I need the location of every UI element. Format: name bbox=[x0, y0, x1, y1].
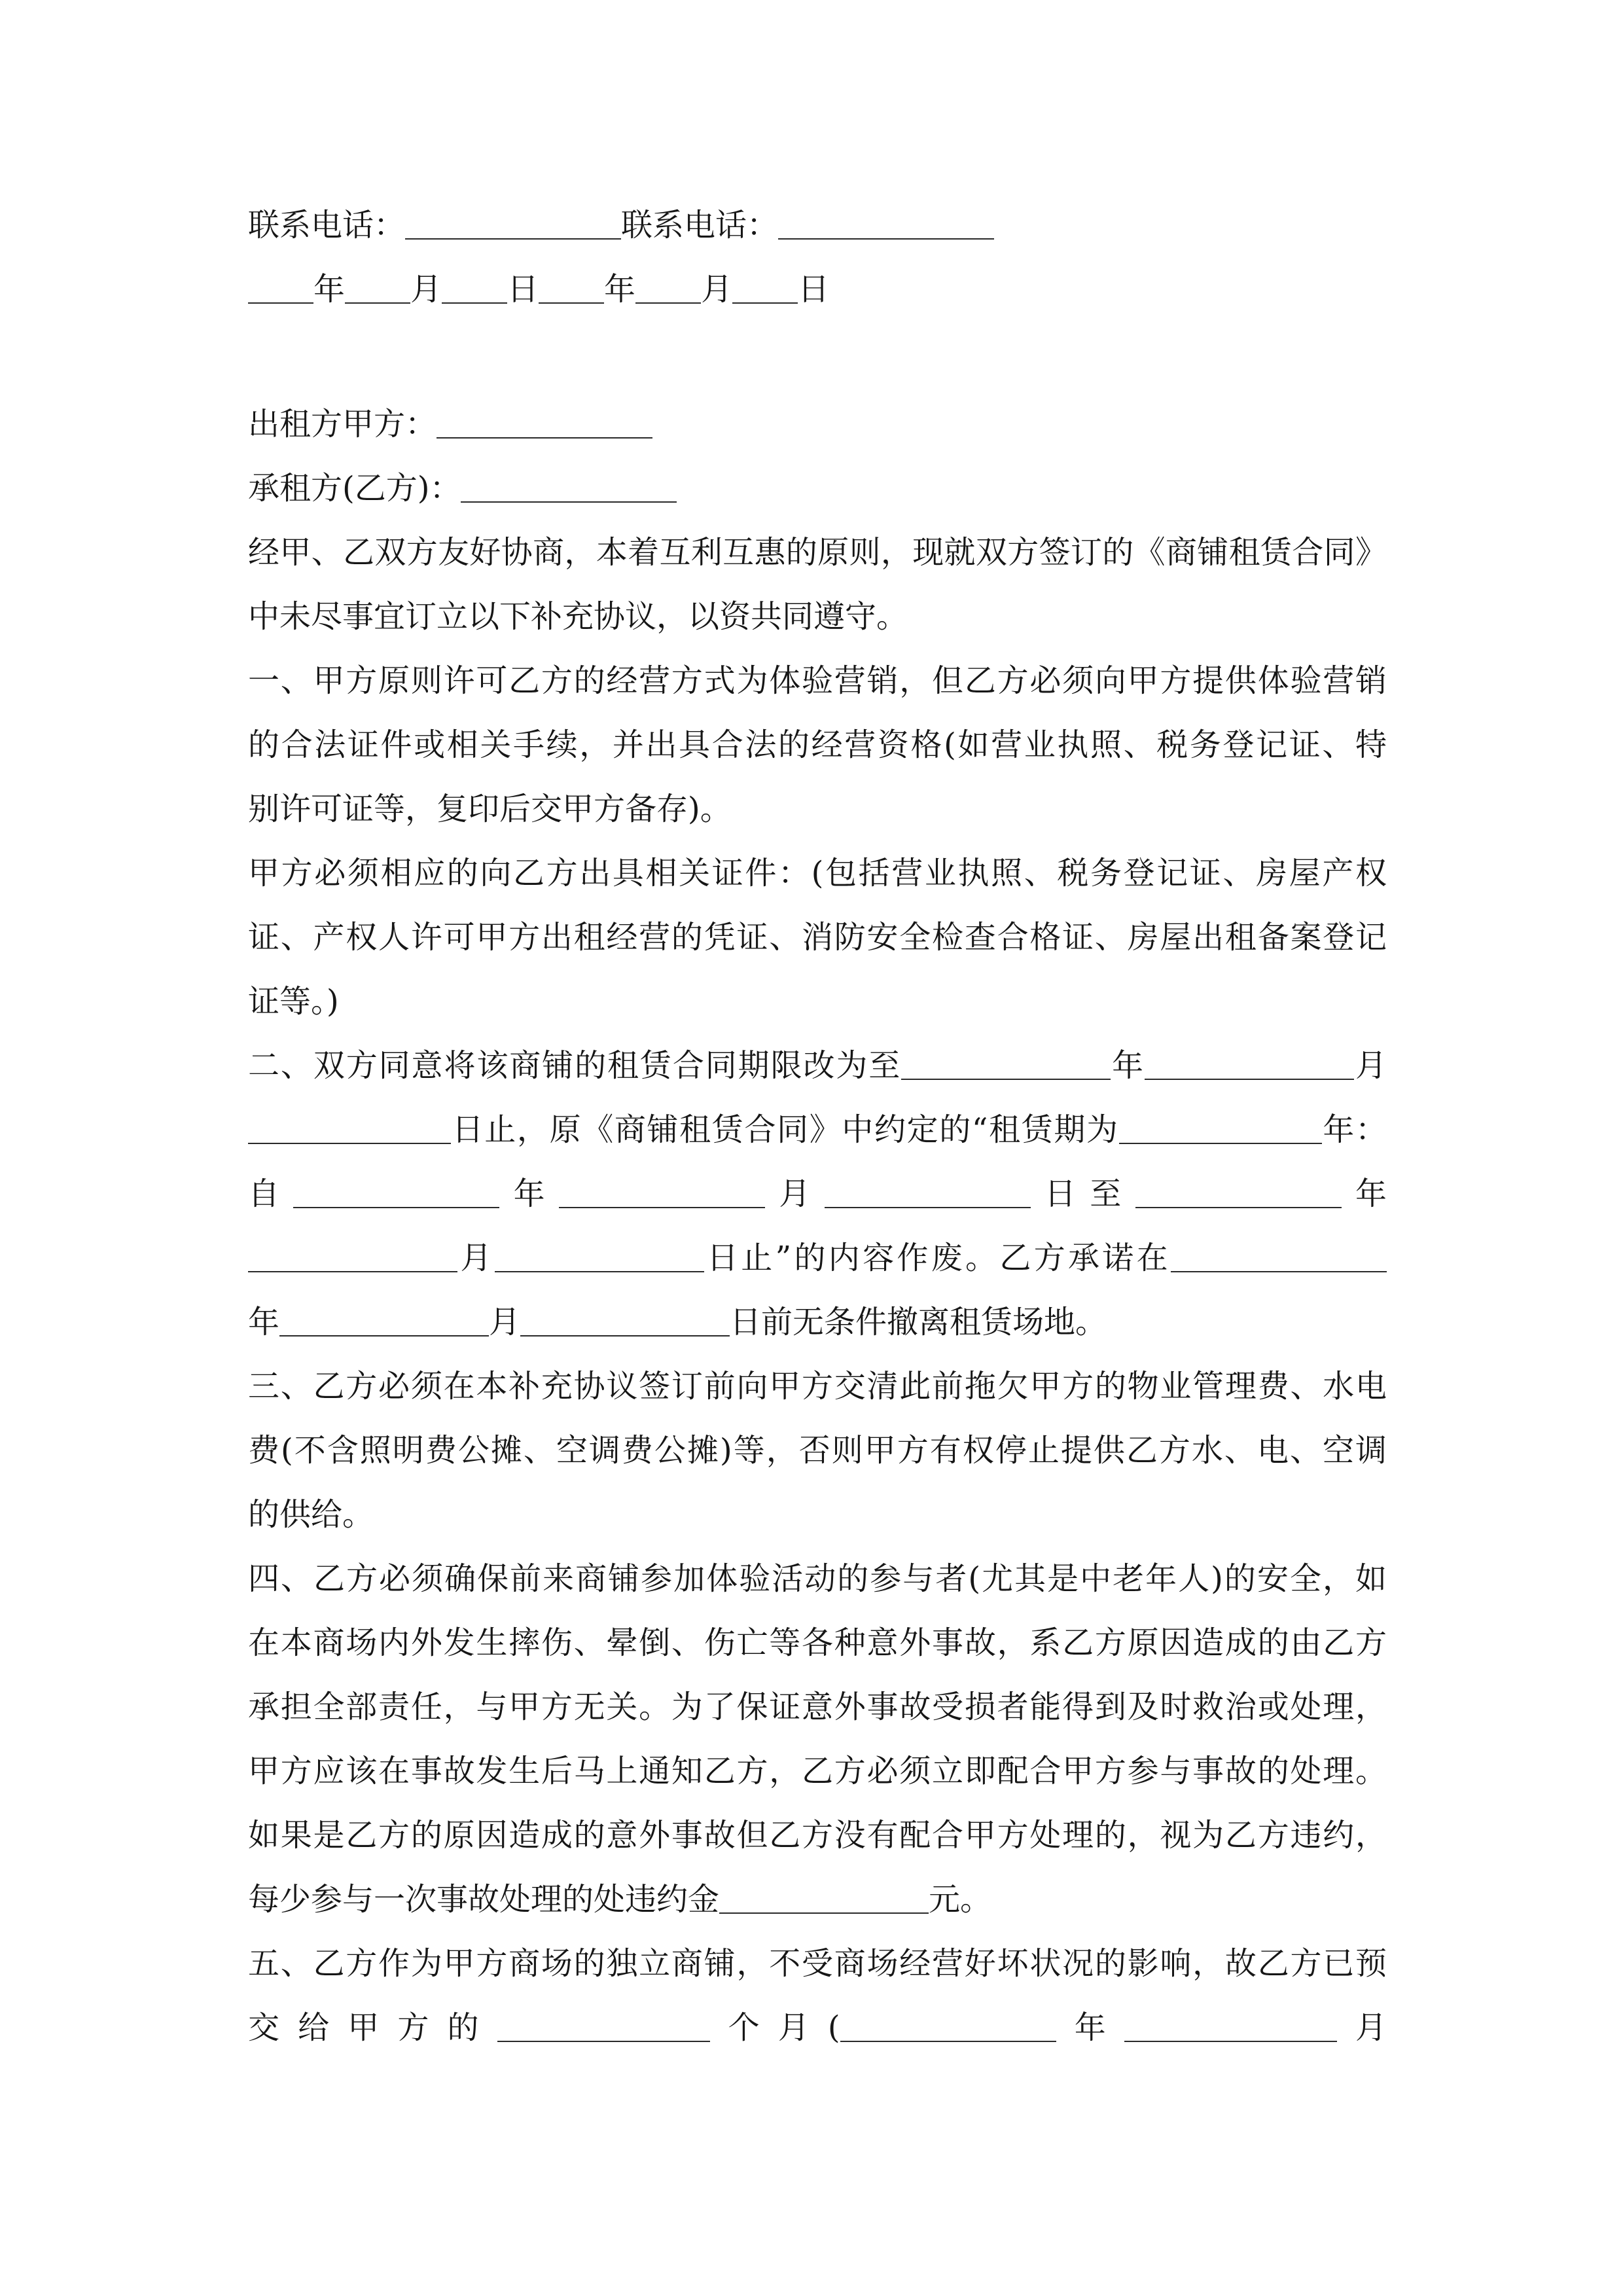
clause-3-line-3 bbox=[248, 1482, 1387, 1547]
clause-2-line-1 bbox=[248, 1033, 1387, 1098]
clause-4-line-1 bbox=[248, 1547, 1387, 1611]
lessor-phone-blank bbox=[405, 238, 621, 240]
months-count-blank bbox=[497, 2041, 710, 2042]
month-label: 月 bbox=[764, 1175, 825, 1212]
month-label: 月 bbox=[457, 1240, 495, 1276]
day-to-label: 日至 bbox=[1030, 1175, 1135, 1212]
month-blank bbox=[635, 302, 701, 304]
clause-5-line-2 bbox=[248, 1996, 1387, 2060]
day-blank bbox=[442, 302, 507, 304]
line-text: 五、乙方作为甲方商场的独立商铺，不受商场经营好坏状况的影响，故乙方已预 bbox=[248, 1945, 1387, 1982]
line-text: 证等。) bbox=[248, 983, 339, 1020]
lessee-line bbox=[248, 456, 1387, 520]
month-blank bbox=[1145, 1079, 1354, 1080]
month-label: 月 bbox=[701, 271, 733, 308]
year-blank bbox=[293, 1207, 499, 1208]
clause-2-line-3 bbox=[248, 1162, 1387, 1226]
lessee-label: 承租方(乙方)： bbox=[248, 470, 461, 507]
clause-1-line-1 bbox=[248, 649, 1387, 713]
line-text: 在本商场内外发生摔伤、晕倒、伤亡等各种意外事故，系乙方原因造成的由乙方 bbox=[248, 1624, 1387, 1661]
month-blank bbox=[345, 302, 410, 304]
line-text: 承担全部责任，与甲方无关。为了保证意外事故受损者能得到及时救治或处理， bbox=[248, 1689, 1387, 1725]
line-text: 日前无条件撤离租赁场地。 bbox=[730, 1304, 1107, 1340]
year-blank bbox=[1171, 1271, 1387, 1272]
month-blank bbox=[559, 1207, 765, 1208]
day-blank bbox=[495, 1271, 704, 1272]
year-label: 年 bbox=[1056, 2009, 1124, 2046]
day-blank bbox=[520, 1335, 730, 1336]
month-label: 月 bbox=[410, 271, 442, 308]
lessor-line bbox=[248, 392, 1387, 456]
clause-2-line-4 bbox=[248, 1226, 1387, 1290]
penalty-amount-blank bbox=[719, 1912, 929, 1914]
clause-3-line-1 bbox=[248, 1354, 1387, 1418]
clause-1-line-5 bbox=[248, 905, 1387, 969]
lessee-phone-label: 联系电话： bbox=[621, 207, 779, 243]
clause-1-line-4 bbox=[248, 841, 1387, 905]
lessee-name-blank bbox=[461, 501, 677, 503]
signing-date-line bbox=[248, 257, 1387, 321]
line-text: 四、乙方必须确保前来商铺参加体验活动的参与者(尤其是中老年人)的安全，如 bbox=[248, 1560, 1387, 1597]
month-blank bbox=[248, 1271, 457, 1272]
year-label: 年 bbox=[313, 271, 346, 308]
line-text: 三、乙方必须在本补充协议签订前向甲方交清此前拖欠甲方的物业管理费、水电 bbox=[248, 1368, 1387, 1405]
line-text: 别许可证等，复印后交甲方备存)。 bbox=[248, 791, 732, 827]
clause-2-line-5 bbox=[248, 1290, 1387, 1354]
clause-1-line-3 bbox=[248, 777, 1387, 841]
lessor-name-blank bbox=[437, 437, 652, 439]
year-label: 年 bbox=[604, 271, 636, 308]
line-text: 甲方应该在事故发生后马上通知乙方，乙方必须立即配合甲方参与事故的处理。 bbox=[248, 1753, 1387, 1789]
day-label: 日 bbox=[798, 271, 830, 308]
line-text: 二、双方同意将该商铺的租赁合同期限改为至 bbox=[248, 1047, 902, 1084]
contact-phone-line bbox=[248, 193, 1387, 257]
clause-1-line-2 bbox=[248, 713, 1387, 777]
year-label: 年： bbox=[1321, 1111, 1387, 1148]
line-text: 甲方必须相应的向乙方出具相关证件：(包括营业执照、税务登记证、房屋产权 bbox=[248, 855, 1387, 891]
line-text: 如果是乙方的原因造成的意外事故但乙方没有配合甲方处理的，视为乙方违约， bbox=[248, 1817, 1387, 1854]
line-text: 费(不含照明费公摊、空调费公摊)等，否则甲方有权停止提供乙方水、电、空调 bbox=[248, 1432, 1387, 1469]
clause-4-line-6 bbox=[248, 1867, 1387, 1931]
line-text: 证、产权人许可甲方出租经营的凭证、消防安全检查合格证、房屋出租备案登记 bbox=[248, 919, 1387, 956]
year-label: 年 bbox=[248, 1304, 280, 1340]
lessor-label: 出租方甲方： bbox=[248, 406, 437, 442]
day-blank bbox=[248, 1143, 451, 1144]
year-blank bbox=[901, 1079, 1111, 1080]
day-blank bbox=[732, 302, 798, 304]
month-label: 月 bbox=[489, 1304, 521, 1340]
preamble-line-1 bbox=[248, 520, 1387, 584]
day-blank bbox=[825, 1207, 1031, 1208]
line-text: 交给甲方的 bbox=[248, 2009, 497, 2046]
year-blank bbox=[1135, 1207, 1342, 1208]
month-blank bbox=[1124, 2041, 1337, 2042]
section-gap bbox=[248, 321, 1387, 392]
year-label: 年 bbox=[1111, 1047, 1145, 1084]
line-text: 日止”的内容作废。乙方承诺在 bbox=[704, 1240, 1171, 1276]
day-label: 日 bbox=[507, 271, 539, 308]
preamble-line-2 bbox=[248, 584, 1387, 649]
from-label: 自 bbox=[248, 1175, 294, 1212]
clause-3-line-2 bbox=[248, 1418, 1387, 1482]
term-years-blank bbox=[1119, 1143, 1322, 1144]
clause-4-line-5 bbox=[248, 1803, 1387, 1867]
line-text: 日止，原《商铺租赁合同》中约定的“租赁期为 bbox=[451, 1111, 1119, 1148]
line-text: 一、甲方原则许可乙方的经营方式为体验营销，但乙方必须向甲方提供体验营销 bbox=[248, 662, 1387, 699]
currency-label: 元。 bbox=[929, 1881, 992, 1918]
lessor-phone-label: 联系电话： bbox=[248, 207, 406, 243]
month-label: 月 bbox=[1336, 2009, 1387, 2046]
clause-2-line-2 bbox=[248, 1098, 1387, 1162]
line-text: 中未尽事宜订立以下补充协议，以资共同遵守。 bbox=[248, 598, 908, 635]
line-text: 每少参与一次事故处理的处违约金 bbox=[248, 1881, 720, 1918]
line-text: 经甲、乙双方友好协商，本着互利互惠的原则，现就双方签订的《商铺租赁合同》 bbox=[248, 534, 1387, 571]
line-text: 的合法证件或相关手续，并出具合法的经营资格(如营业执照、税务登记证、特 bbox=[248, 726, 1387, 763]
lessee-phone-blank bbox=[778, 238, 994, 240]
months-label: 个月( bbox=[709, 2009, 840, 2046]
clause-4-line-2 bbox=[248, 1611, 1387, 1675]
year-blank bbox=[840, 2041, 1056, 2042]
month-label: 月 bbox=[1354, 1047, 1387, 1084]
year-blank bbox=[248, 302, 313, 304]
clause-4-line-3 bbox=[248, 1675, 1387, 1739]
clause-4-line-4 bbox=[248, 1739, 1387, 1803]
year-blank bbox=[539, 302, 604, 304]
month-blank bbox=[279, 1335, 489, 1336]
line-text: 的供给。 bbox=[248, 1496, 374, 1533]
contract-page bbox=[248, 193, 1387, 2060]
year-label: 年 bbox=[1341, 1175, 1387, 1212]
clause-1-line-6 bbox=[248, 969, 1387, 1033]
clause-5-line-1 bbox=[248, 1931, 1387, 1996]
year-label: 年 bbox=[499, 1175, 559, 1212]
